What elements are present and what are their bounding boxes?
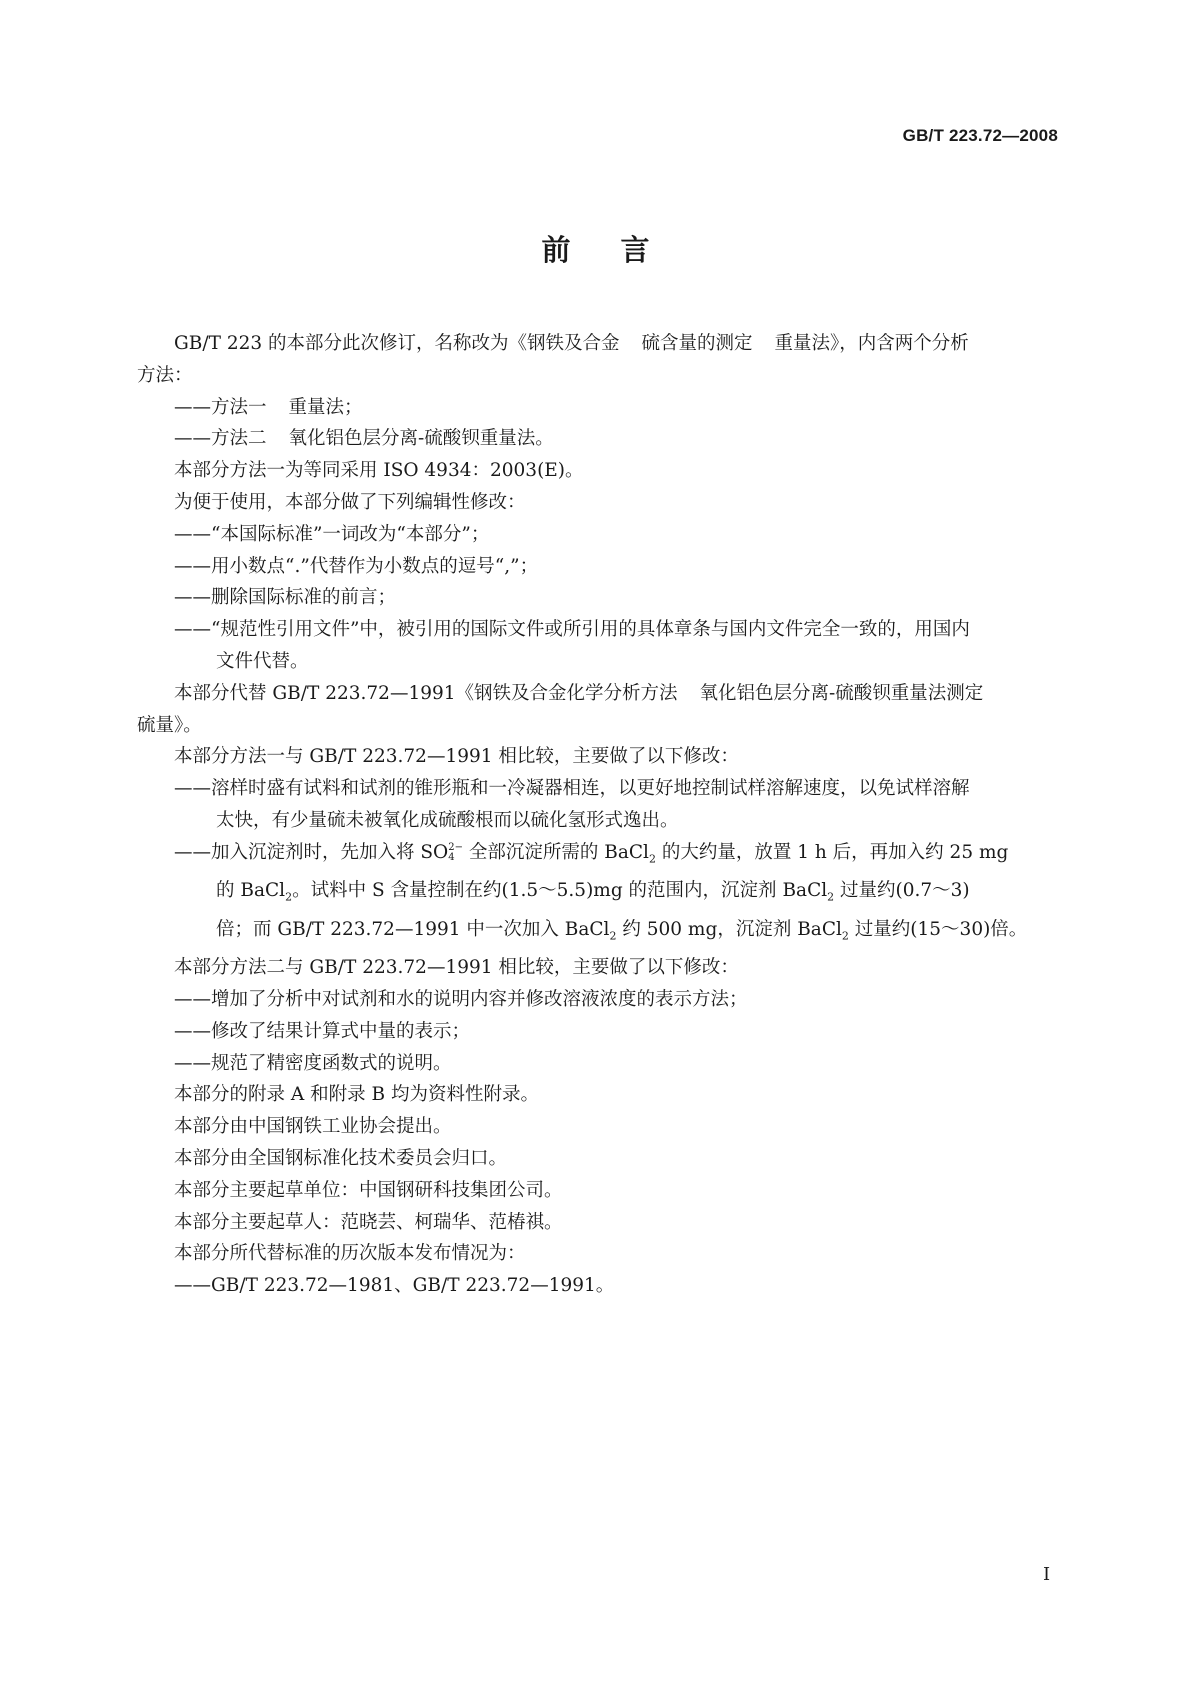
dash-item-continuation xyxy=(137,875,1055,913)
subscript-2: 2 xyxy=(827,890,835,904)
text-span: 重量法； xyxy=(288,396,363,418)
paragraph-line: 本部分方法一为等同采用 ISO 4934：2003(E)。 xyxy=(174,460,584,482)
paragraph-line: 本部分由中国钢铁工业协会提出。 xyxy=(174,1116,452,1138)
text-span: ——方法二 xyxy=(174,428,267,450)
dash-item: ——“本国际标准”一词改为“本部分”； xyxy=(174,523,490,545)
dash-item xyxy=(137,837,1055,875)
paragraph-line: 本部分由全国钢标准化技术委员会归口。 xyxy=(174,1147,508,1169)
subscript-2: 2 xyxy=(841,929,849,943)
text-span: GB/T 223 的本部分此次修订，名称改为《钢铁及合金 xyxy=(174,333,620,354)
paragraph-line: 本部分方法一与 GB/T 223.72—1991 相比较，主要做了以下修改： xyxy=(174,746,739,768)
paragraph-line: 本部分所代替标准的历次版本发布情况为： xyxy=(174,1243,526,1265)
text-span: 全部沉淀所需的 BaCl xyxy=(462,841,649,863)
title-char-2: 言 xyxy=(620,233,650,267)
text-span: 。试料中 S 含量控制在约(1.5～5.5)mg 的范围内，沉淀剂 BaCl xyxy=(292,880,828,902)
paragraph-line: 方法： xyxy=(137,364,193,386)
dash-item: ——删除国际标准的前言； xyxy=(174,587,397,609)
dash-item xyxy=(137,392,1055,424)
text-span: 倍；而 GB/T 223.72—1991 中一次加入 BaCl xyxy=(216,918,610,940)
foreword-body xyxy=(137,328,1055,1302)
text-span: 过量约(0.7～3) xyxy=(834,880,970,902)
text-span: 本部分代替 GB/T 223.72—1991《钢铁及合金化学分析方法 xyxy=(174,682,678,704)
page-title xyxy=(0,228,1191,269)
paragraph-line: 本部分方法二与 GB/T 223.72—1991 相比较，主要做了以下修改： xyxy=(174,957,739,979)
text-span: 的大约量，放置 1 h 后，再加入约 25 mg xyxy=(655,841,1009,863)
subscript-2: 2 xyxy=(648,852,656,866)
paragraph-line: 本部分的附录 A 和附录 B 均为资料性附录。 xyxy=(174,1084,539,1106)
subscript-4: 4 xyxy=(448,851,455,863)
text-span: ——方法一 xyxy=(174,396,267,418)
paragraph-line: 本部分主要起草单位：中国钢研科技集团公司。 xyxy=(174,1179,563,1201)
dash-item: ——“规范性引用文件”中，被引用的国际文件或所引用的具体章条与国内文件完全一致的，用国内 xyxy=(174,619,970,641)
dash-item: ——GB/T 223.72—1981、GB/T 223.72—1991。 xyxy=(174,1275,615,1297)
dash-item: ——增加了分析中对试剂和水的说明内容并修改溶液浓度的表示方法； xyxy=(174,989,748,1010)
text-span: 氧化铝色层分离-硫酸钡重量法。 xyxy=(288,428,554,450)
dash-item: ——溶样时盛有试料和试剂的锥形瓶和一冷凝器相连，以更好地控制试样溶解速度，以免试样溶解 xyxy=(174,778,970,800)
dash-item: ——修改了结果计算式中量的表示； xyxy=(174,1020,471,1042)
superscript-charge: 2− xyxy=(448,841,463,853)
subscript-2: 2 xyxy=(609,929,617,943)
dash-item-continuation xyxy=(137,914,1055,952)
dash-item xyxy=(137,423,1055,455)
dash-item: ——规范了精密度函数式的说明。 xyxy=(174,1052,452,1074)
paragraph-line: 本部分主要起草人：范晓芸、柯瑞华、范椿祺。 xyxy=(174,1211,563,1233)
subscript-2: 2 xyxy=(285,890,293,904)
dash-item-continuation: 文件代替。 xyxy=(216,650,309,672)
standard-number: GB/T 223.72—2008 xyxy=(902,126,1058,145)
dash-item-continuation: 太快，有少量硫未被氧化成硫酸根而以硫化氢形式逸出。 xyxy=(216,809,679,831)
paragraph-line xyxy=(137,678,1055,710)
text-span: 重量法》，内含两个分析 xyxy=(774,333,969,354)
paragraph-line: 硫量》。 xyxy=(137,714,202,736)
paragraph-line: 为便于使用，本部分做了下列编辑性修改： xyxy=(174,491,526,513)
title-char-1: 前 xyxy=(541,233,571,267)
paragraph-line xyxy=(137,328,1055,360)
text-span: 硫含量的测定 xyxy=(641,333,753,354)
text-span: 约 500 mg，沉淀剂 BaCl xyxy=(616,918,842,940)
page-number: I xyxy=(1043,1564,1051,1585)
text-span: 的 BaCl xyxy=(216,880,286,902)
dash-item: ——用小数点“.”代替作为小数点的逗号“,”； xyxy=(174,555,539,577)
text-span: 过量约(15～30)倍。 xyxy=(848,918,1028,940)
text-span: 氧化铝色层分离-硫酸钡重量法测定 xyxy=(699,682,984,704)
text-span: ——加入沉淀剂时，先加入将 SO xyxy=(174,841,449,863)
